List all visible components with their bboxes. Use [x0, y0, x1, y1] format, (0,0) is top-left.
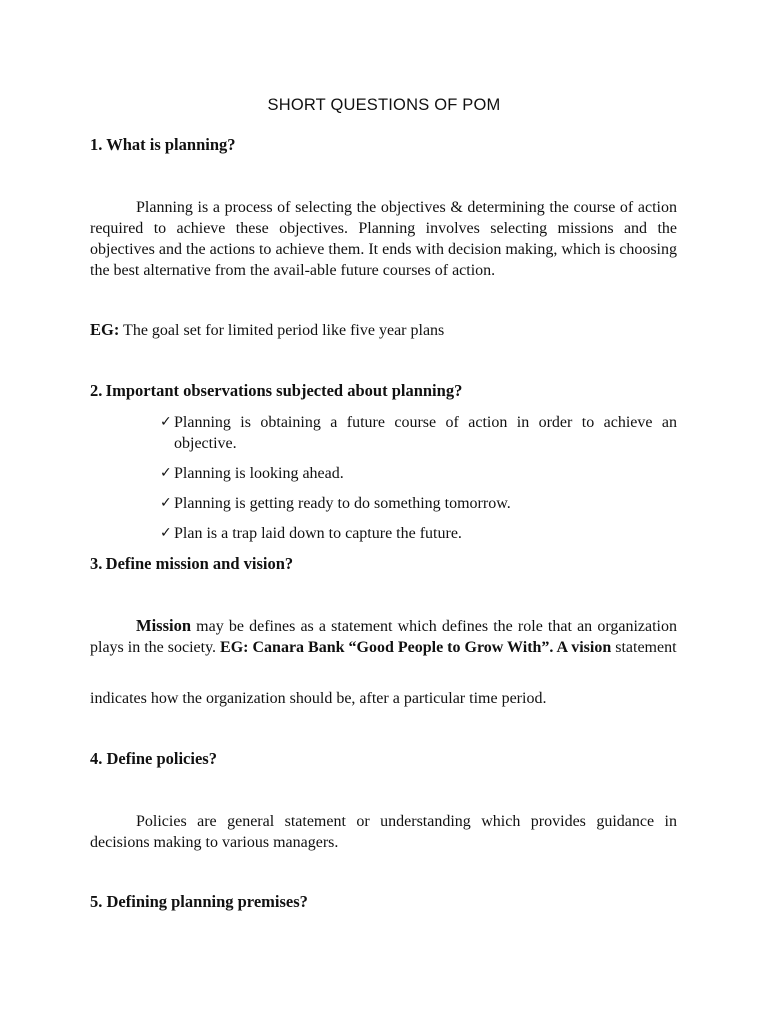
mission-term: Mission [136, 616, 192, 635]
checkmark-icon: ✓ [160, 495, 172, 511]
example-label: EG: [90, 320, 120, 339]
question-4-answer [90, 811, 677, 853]
question-1-example [90, 320, 444, 340]
question-2-heading: 2. Important observations subjected about planning? [90, 381, 463, 400]
bullet-text: Plan is a trap laid down to capture the future. [174, 525, 462, 542]
vision-statement-text: statement [611, 639, 677, 656]
mission-definition-text: may be defines as a statement which defines the role that an organization plays in the society. [90, 618, 677, 656]
question-1-answer-text: Planning is a process of selecting the objectives & determining the course of action required to achieve these objectives. Planning involves selecting missions and the objectives and the actions to achieve them. It ends with decision making, which is choosing the best alternative from the avail-able future courses of action. [90, 199, 677, 279]
question-2-bullet-list [160, 412, 677, 553]
question-3-answer [90, 615, 677, 658]
list-item [160, 493, 677, 514]
mission-example-bold: EG: Canara Bank “Good People to Grow With”. A vision [220, 639, 612, 656]
question-4-answer-text: Policies are general statement or understanding which provides guidance in decisions making to various managers. [90, 813, 677, 851]
document-title: SHORT QUESTIONS OF POM [267, 96, 501, 114]
bullet-text: Planning is looking ahead. [174, 465, 344, 482]
question-5-heading: 5. Defining planning premises? [90, 892, 308, 911]
bullet-text: Planning is getting ready to do something tomorrow. [174, 495, 511, 512]
question-1-answer [90, 197, 677, 281]
checkmark-icon: ✓ [160, 465, 172, 481]
question-1-heading: 1. What is planning? [90, 135, 236, 154]
checkmark-icon: ✓ [160, 414, 172, 430]
question-4-heading: 4. Define policies? [90, 749, 217, 768]
question-3-continuation: indicates how the organization should be, after a particular time period. [90, 690, 547, 707]
list-item [160, 412, 677, 454]
bullet-text: Planning is obtaining a future course of action in order to achieve an objective. [174, 414, 677, 452]
question-3-heading: 3. Define mission and vision? [90, 554, 294, 573]
list-item [160, 523, 677, 544]
checkmark-icon: ✓ [160, 525, 172, 541]
list-item [160, 463, 677, 484]
example-text: The goal set for limited period like five year plans [119, 322, 445, 339]
